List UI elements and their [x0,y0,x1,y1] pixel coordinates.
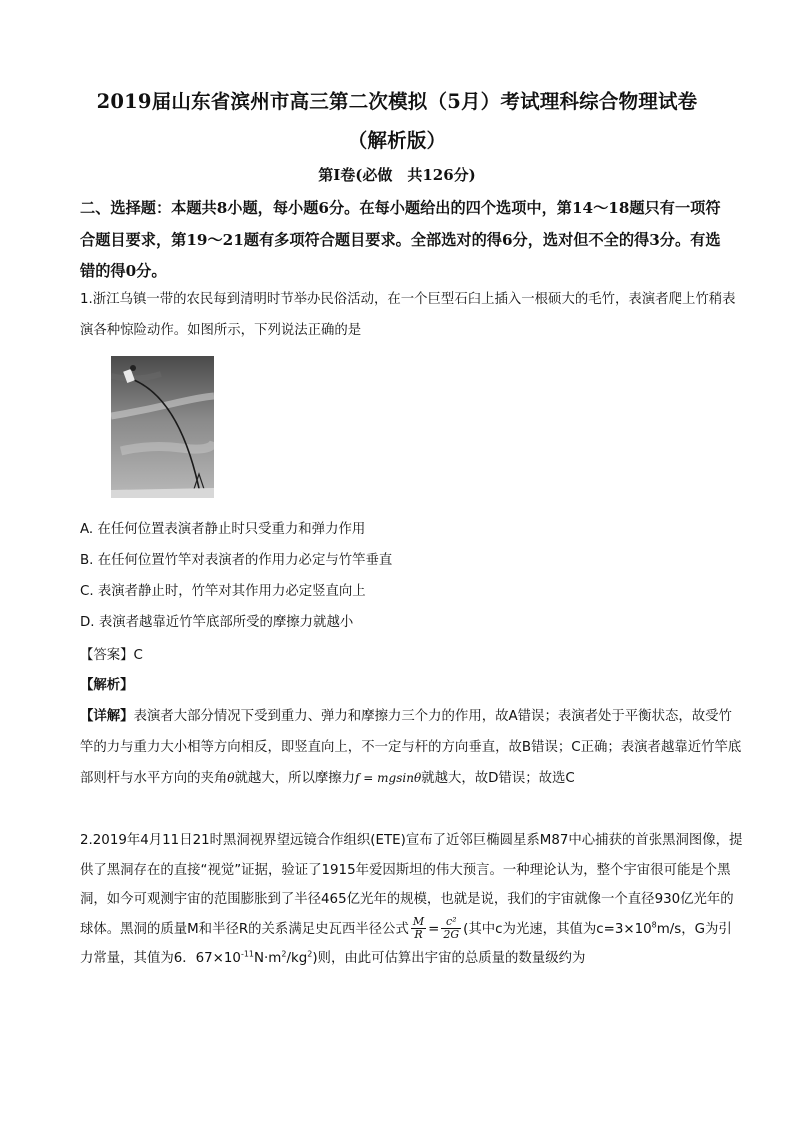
option-a: A. 在任何位置表演者静止时只受重力和弹力作用 [80,522,366,537]
detail-text-2: 就越大，所以摩擦力 [234,771,356,786]
question-2-stem [80,826,745,974]
q2-text-6: )则，由此可估算出宇宙的总质量的数量级约为 [312,951,586,966]
fraction-denominator-r: R [414,928,423,941]
bamboo-performer-photo [111,356,214,498]
equals-sign: = [428,921,440,937]
q2-text-5: /kg [286,951,308,966]
detail-label: 【详解】 [80,709,134,724]
detail-text-3: 就越大，故D错误；故选C [421,771,575,786]
exponent-g: -11 [240,949,255,959]
friction-formula: f = mgsinθ [355,771,422,785]
fraction-numerator-c2: c² [441,916,461,929]
analysis-detail [80,701,745,794]
exponent-m: 2 [281,949,287,959]
fraction-m-over-r [411,916,426,941]
q2-text-2: (其中c为光速，其值为c=3×10 [463,921,652,937]
q2-text-4: N·m [254,951,282,966]
option-c: C. 表演者静止时，竹竿对其作用力必定竖直向上 [80,584,366,599]
question-1-options [80,514,740,638]
detail-text-1: 表演者大部分情况下受到重力、弹力和摩擦力三个力的作用，故A错误；表演者处于平衡状态，故受竹竿的力与重力大小相等方向相反，即竖直向上，不一定与杆的方向垂直，故B错误；C正确；表演者越靠近竹竿底部则杆与水平方向的夹角 [80,709,742,786]
answer-label: 【答案】C [80,648,143,663]
paper-subtitle: （解析版） [347,129,447,152]
q2-text-3: m/s，G为引力常量，其值为6．67×10 [80,921,732,966]
option-b: B. 在任何位置竹竿对表演者的作用力必定与竹竿垂直 [80,553,393,568]
option-d: D. 表演者越靠近竹竿底部所受的摩擦力就越小 [80,615,354,630]
section-heading: 第Ⅰ卷(必做 共126分) [318,166,476,184]
fraction-numerator-m: M [412,915,425,928]
paper-title: 2019届山东省滨州市高三第二次模拟（5月）考试理科综合物理试卷 [96,90,698,113]
section-instructions: 二、选择题：本题共8小题，每小题6分。在每小题给出的四个选项中，第14～18题只有一项符合题目要求，第19～21题有多项符合题目要求。全部选对的得6分，选对但不全的得3分。有选错的得0分。 [80,199,721,280]
exponent-c: 8 [651,920,657,930]
theta-symbol: θ [227,771,235,785]
question-1-stem: 1.浙江乌镇一带的农民每到清明时节举办民俗活动，在一个巨型石臼上插入一根硕大的毛竹，表演者爬上竹稍表演各种惊险动作。如图所示，下列说法正确的是 [80,292,736,338]
fraction-denominator-2g: 2G [443,928,460,941]
q2-text-1: 2.2019年4月11日21时黑洞视界望远镜合作组织(ETE)宣布了近邻巨椭圆星系M87中心捕获的首张黑洞图像，提供了黑洞存在的直接“视觉”证据，验证了1915年爱因斯坦的伟大预言。一种理论认为，整个宇宙很可能是个黑洞，如今可观测宇宙的范围膨胀到了半径465亿光年的规模，也就是说，我们的宇宙就像一个直径930亿光年的球体。黑洞的质量M和半径R的关系满足史瓦西半径公式 [80,833,743,937]
analysis-heading: 【解析】 [80,678,134,693]
exponent-kg: 2 [307,949,313,959]
fraction-c2-over-2g [441,916,461,941]
